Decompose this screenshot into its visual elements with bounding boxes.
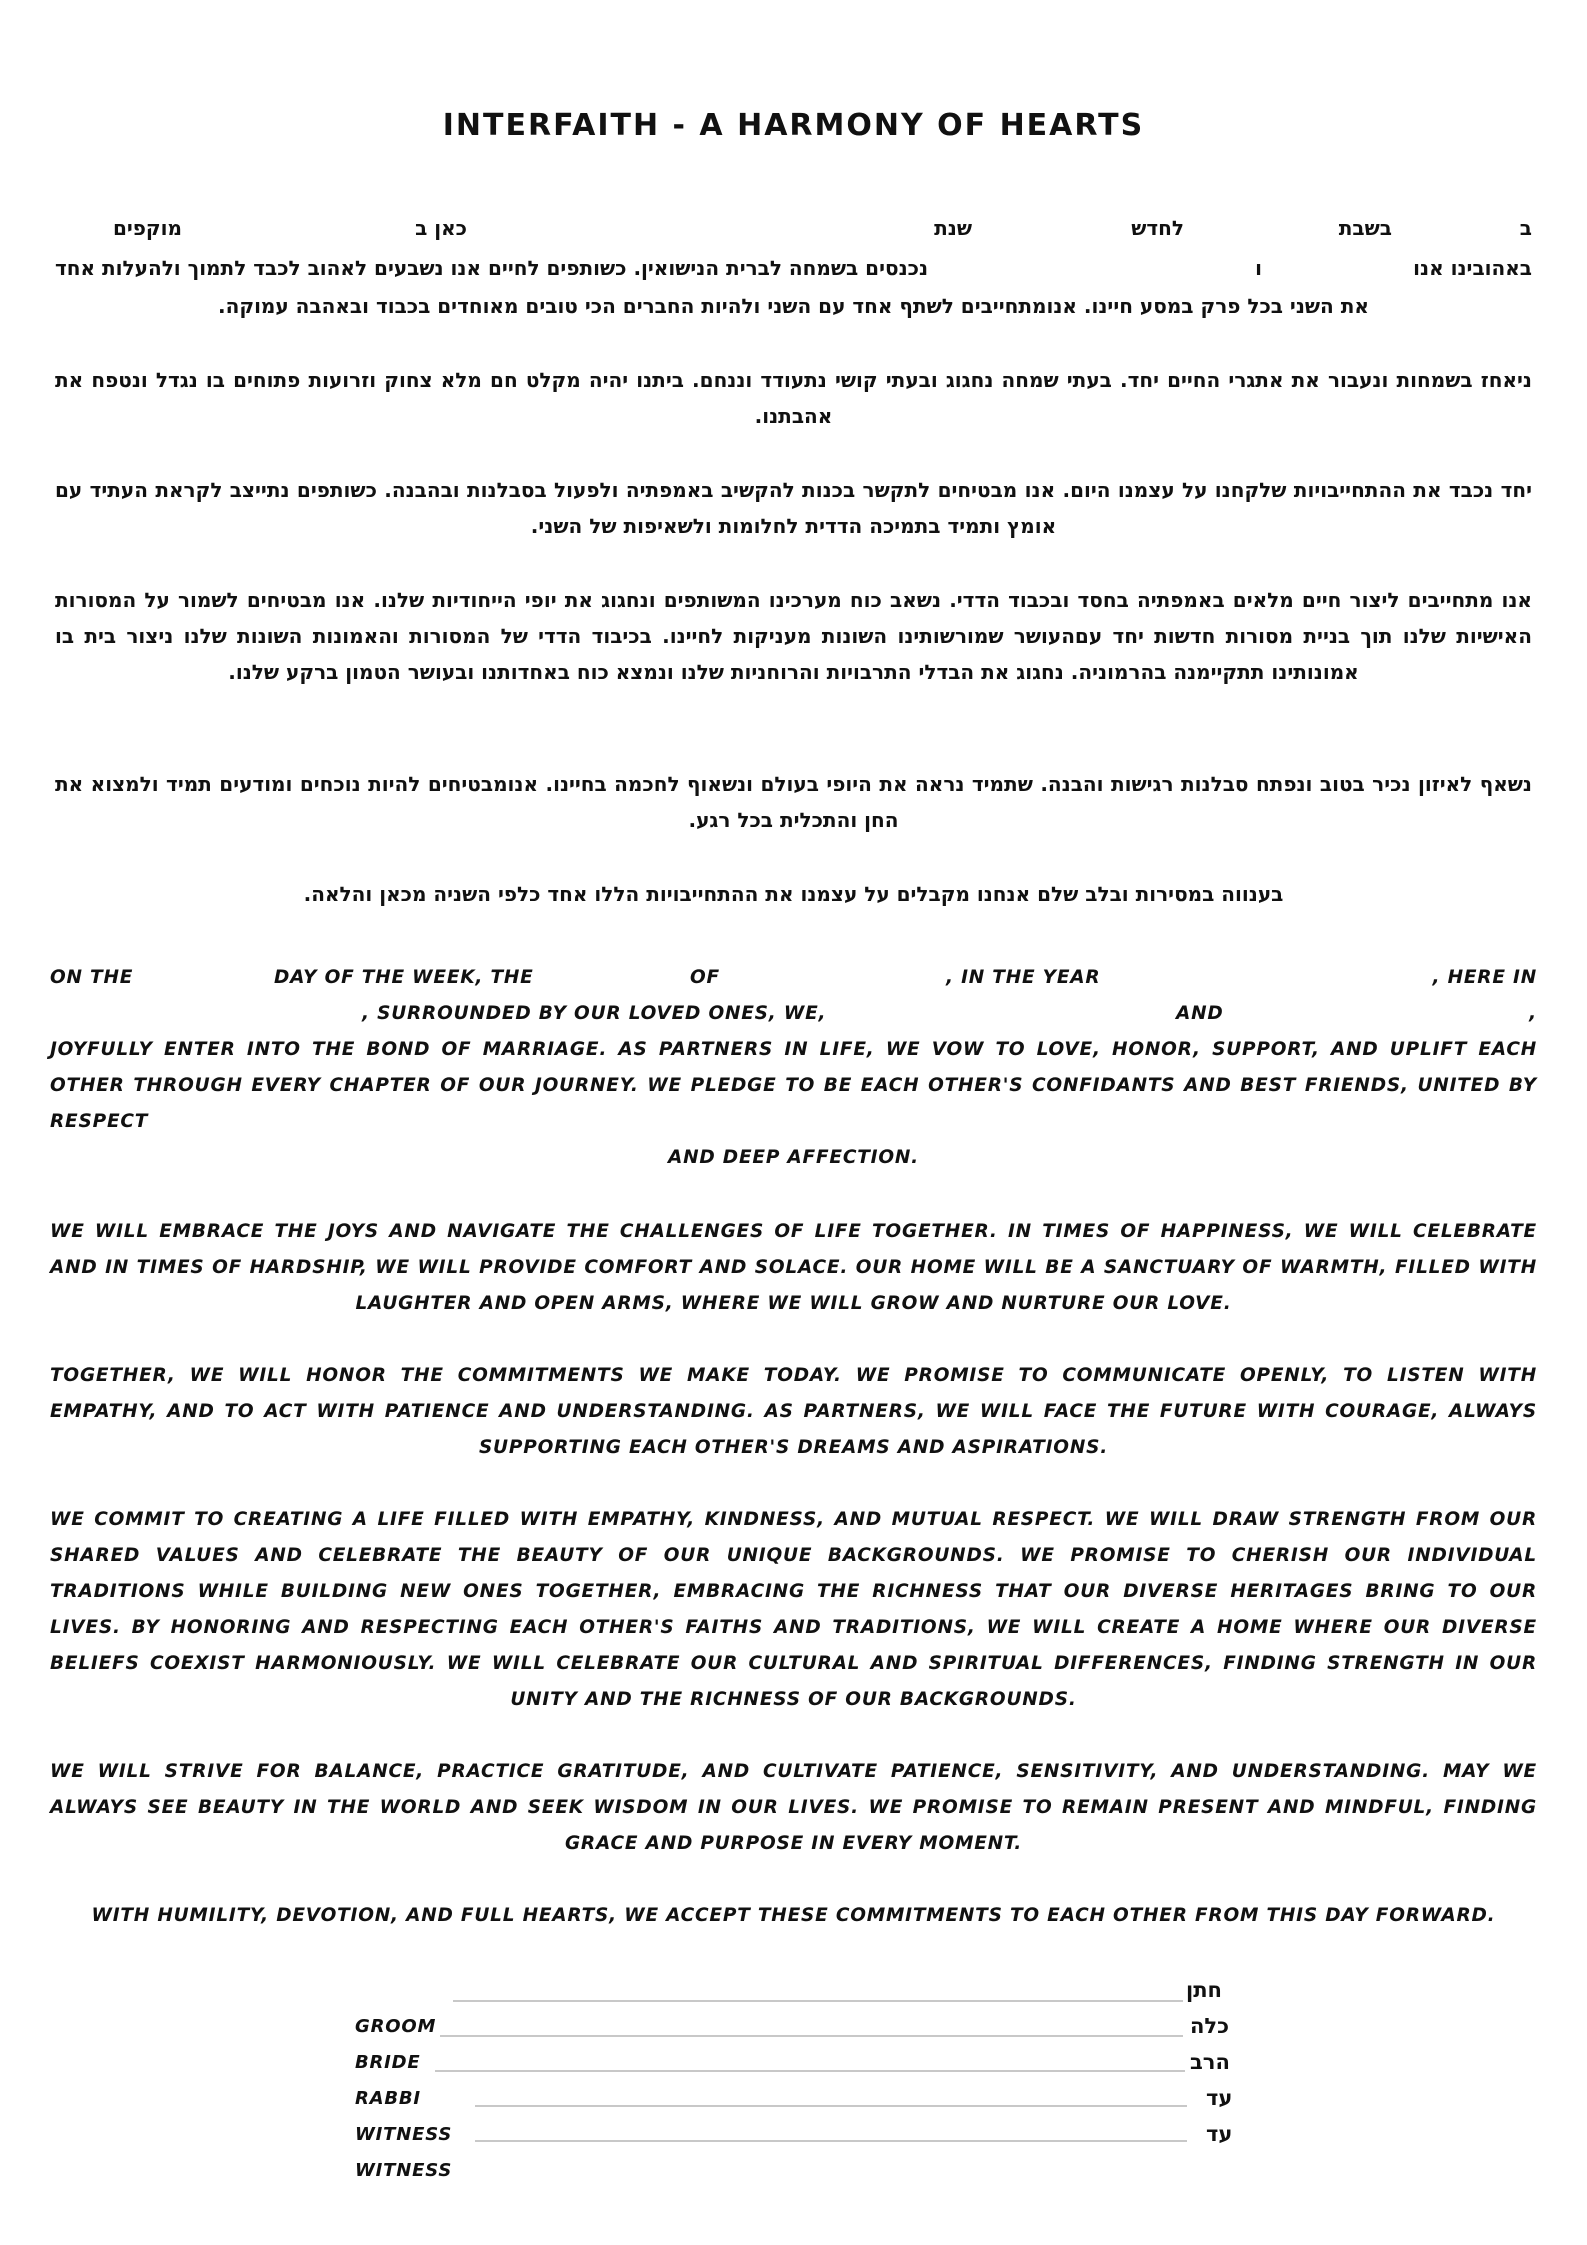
hebrew-mukafim: מוקפים: [112, 216, 182, 240]
english-and: AND: [1176, 1003, 1224, 1024]
hebrew-lachodesh: לחדש: [1131, 216, 1184, 240]
english-paragraph-6: WITH HUMILITY, DEVOTION, AND FULL HEARTS, WE ACCEPT THESE COMMITMENTS TO EACH OTHER FROM THIS DAY FORWARD.: [91, 1905, 1496, 1926]
signature-label-witness-2: WITNESS: [355, 2160, 453, 2181]
signature-label-ed-2: עד: [1206, 2122, 1233, 2146]
document-title: INTERFAITH - A HARMONY OF HEARTS: [442, 108, 1145, 143]
hebrew-names-line: [55, 250, 1532, 286]
english-date-line: [50, 960, 1537, 996]
signature-line-rabbi[interactable]: [435, 2070, 1185, 2072]
english-comma: ,: [1529, 1003, 1537, 1024]
signature-line-witness-2[interactable]: [475, 2140, 1187, 2142]
hebrew-paragraph-6: בענווה במסירות ובלב שלם אנחנו מקבלים על עצמנו את ההתחייבויות הללו אחד כלפי השניה מכאן והלאה.: [303, 882, 1284, 906]
signature-label-harav: הרב: [1190, 2050, 1230, 2074]
english-here-in: , HERE IN: [1432, 967, 1537, 988]
hebrew-beahuvenu: באהובינו אנו: [1413, 256, 1532, 280]
hebrew-b1: ב: [1519, 216, 1532, 240]
signature-label-kallah: כלה: [1190, 2014, 1230, 2038]
english-on-the: ON THE: [50, 967, 134, 988]
english-paragraph-4: WE COMMIT TO CREATING A LIFE FILLED WITH EMPATHY, KINDNESS, AND MUTUAL RESPECT. WE WILL DRAW STRENGTH FROM OUR SHARED VALUES AND CELEBRATE THE BEAUTY OF OUR UNIQUE BACKGROUNDS. WE PROMISE TO CHERISH OUR INDIVIDUAL TRADITIONS WHILE BUILDING NEW ONES TOGETHER, EMBRACING THE RICHNESS THAT OUR DIVERSE HERITAGES BRING TO OUR LIVES. BY HONORING AND RESPECTING EACH OTHER'S FAITHS AND TRADITIONS, WE WILL CREATE A HOME WHERE OUR DIVERSE BELIEFS COEXIST HARMONIOUSLY. WE WILL CELEBRATE OUR CULTURAL AND SPIRITUAL DIFFERENCES, FINDING STRENGTH IN OUR UNITY AND THE RICHNESS OF OUR BACKGROUNDS.: [50, 1509, 1537, 1710]
hebrew-line3: את השני בכל פרק במסע חיינו. אנומתחייבים לשתף אחד עם השני ולהיות החברים הכי טובים מאוחדים בכבוד ובאהבה עמוקה.: [218, 294, 1369, 318]
english-surrounded: , SURROUNDED BY OUR LOVED ONES, WE,: [362, 1003, 827, 1024]
signature-line-groom[interactable]: [453, 2000, 1183, 2002]
signature-label-rabbi: RABBI: [355, 2088, 421, 2109]
hebrew-shnat: שנת: [934, 216, 972, 240]
hebrew-paragraph-3: יחד נכבד את ההתחייבויות שלקחנו על עצמנו היום. אנו מבטיחים לתקשר בכנות להקשיב באמפתיה ולפעול בסבלנות ובהבנה. כשותפים נתייצב לקראת העתיד עם אומץ ותמיד בתמיכה הדדית לחלומות ולשאיפות של השני.: [55, 478, 1532, 538]
signature-label-ed-1: עד: [1206, 2086, 1233, 2110]
english-of: OF: [690, 967, 720, 988]
signature-label-bride: BRIDE: [355, 2052, 421, 2073]
hebrew-vav: ו: [1255, 256, 1262, 280]
english-paragraph-1-end: AND DEEP AFFECTION.: [668, 1147, 919, 1168]
hebrew-beshabbat: בשבת: [1338, 216, 1392, 240]
hebrew-paragraph-5: נשאף לאיזון נכיר בטוב ונפתח סבלנות רגישות והבנה. שתמיד נראה את היופי בעולם ונשאוף לחכמה בחיינו. אנומבטיחים להיות נוכחים ומודעים תמיד ולמצוא את החן והתכלית בכל רגע.: [55, 772, 1532, 832]
english-paragraph-5: WE WILL STRIVE FOR BALANCE, PRACTICE GRATITUDE, AND CULTIVATE PATIENCE, SENSITIVITY, AND UNDERSTANDING. MAY WE ALWAYS SEE BEAUTY IN THE WORLD AND SEEK WISDOM IN OUR LIVES. WE PROMISE TO REMAIN PRESENT AND MINDFUL, FINDING GRACE AND PURPOSE IN EVERY MOMENT.: [50, 1761, 1537, 1854]
signature-line-bride[interactable]: [440, 2035, 1183, 2037]
signature-label-chatan: חתן: [1186, 1978, 1222, 2002]
english-day-of-week: DAY OF THE WEEK, THE: [274, 967, 534, 988]
english-paragraph-3: TOGETHER, WE WILL HONOR THE COMMITMENTS WE MAKE TODAY. WE PROMISE TO COMMUNICATE OPENLY, TO LISTEN WITH EMPATHY, AND TO ACT WITH PATIENCE AND UNDERSTANDING. AS PARTNERS, WE WILL FACE THE FUTURE WITH COURAGE, ALWAYS SUPPORTING EACH OTHER'S DREAMS AND ASPIRATIONS.: [50, 1365, 1537, 1458]
english-paragraph-1: JOYFULLY ENTER INTO THE BOND OF MARRIAGE. AS PARTNERS IN LIFE, WE VOW TO LOVE, HONOR, SUPPORT, AND UPLIFT EACH OTHER THROUGH EVERY CHAPTER OF OUR JOURNEY. WE PLEDGE TO BE EACH OTHER'S CONFIDANTS AND BEST FRIENDS, UNITED BY RESPECT: [50, 1039, 1537, 1132]
english-paragraph-2: WE WILL EMBRACE THE JOYS AND NAVIGATE THE CHALLENGES OF LIFE TOGETHER. IN TIMES OF HAPPINESS, WE WILL CELEBRATE AND IN TIMES OF HARDSHIP, WE WILL PROVIDE COMFORT AND SOLACE. OUR HOME WILL BE A SANCTUARY OF WARMTH, FILLED WITH LAUGHTER AND OPEN ARMS, WHERE WE WILL GROW AND NURTURE OUR LOVE.: [50, 1221, 1537, 1314]
hebrew-paragraph-2: ניאחז בשמחות ונעבור את אתגרי החיים יחד. בעתי שמחה נחגוג ובעתי קושי נתעודד וננחם. ביתנו יהיה מקלט חם מלא צחוק וזרועות פתוחים בו נגדל ונטפח את אהבתנו.: [55, 368, 1532, 428]
english-in-the-year: , IN THE YEAR: [946, 967, 1101, 988]
signature-line-witness-1[interactable]: [475, 2105, 1187, 2107]
hebrew-date-line: [55, 210, 1532, 246]
hebrew-line2-rest: נכנסים בשמחה לברית הנישואין. כשותפים לחיים אנו נשבעים לאהוב לכבד לתמוך ולהעלות אחד: [55, 256, 929, 280]
hebrew-paragraph-4: אנו מתחייבים ליצור חיים מלאים באמפתיה בחסד ובכבוד הדדי. נשאב כוח מערכינו המשותפים ונחגוג את יופי הייחודיות שלנו. אנו מבטיחים לשמור על המסורות האישיות שלנו תוך בניית מסורות חדשות יחד עםהעושר שמורשותינו השונות מעניקות לחיינו. בכיבוד הדדי של המסורות והאמונות השונות שלנו ניצור בית בו אמונותינו תתקיימנה בהרמוניה. נחגוג את הבדלי התרבויות והרוחניות שלנו ונמצא כוח באחדותנו ובעושר הטמון ברקע שלנו.: [55, 588, 1532, 684]
signature-label-groom: GROOM: [355, 2016, 437, 2037]
signature-label-witness-1: WITNESS: [355, 2124, 453, 2145]
hebrew-kan-b: כאן ב: [415, 216, 467, 240]
english-names-line: [50, 996, 1537, 1032]
